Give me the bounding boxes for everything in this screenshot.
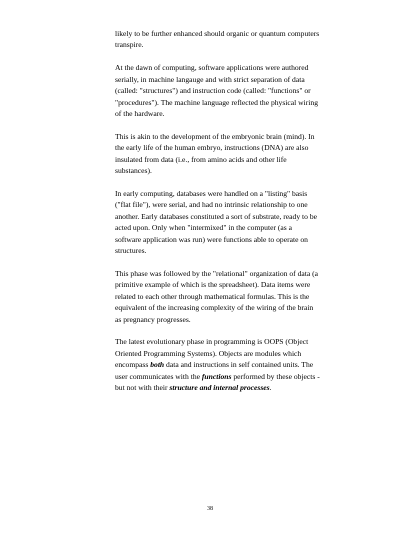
emphasis-structure: structure and internal processes bbox=[169, 383, 270, 393]
page-number: 38 bbox=[207, 506, 213, 512]
paragraph-oops bbox=[115, 336, 320, 393]
emphasis-functions: functions bbox=[201, 371, 232, 381]
oops-text-part3: performed by these objects - but not with their bbox=[115, 371, 320, 393]
paragraph-continuation: likely to be further enhanced should organic or quantum computers transpire. bbox=[115, 29, 320, 50]
emphasis-both: both bbox=[150, 360, 165, 370]
oops-text-part4: . bbox=[269, 383, 272, 393]
paragraph-dawn-of-computing: At the dawn of computing, software applications were authored serially, in machine langauge and with strict separation of data (called: "structures") and instruction code (called: "functions" or "procedures"). The machine language reflected the physical wiring of the hardware. bbox=[115, 63, 318, 118]
paragraph-early-databases: In early computing, databases were handled on a "listing" basis ("flat file"), were serial, and had no intrinsic relationship to one another. Early databases constituted a sort of substrate, ready to be acted upon. Only when "intermixed" in the computer (as a software application was run) were functions able to operate on structures. bbox=[115, 188, 318, 255]
body-text-column bbox=[115, 28, 320, 405]
paragraph-relational-data: This phase was followed by the "relational" organization of data (a primitive example of which is the spreadsheet). Data items were related to each other through mathematical formulas. This is the equivalent of the increasing complexity of the wiring of the brain as pregnancy progresses. bbox=[115, 268, 319, 324]
oops-text-part1: The latest evolutionary phase in programming is OOPS (Object Oriented Programming Systems). Objects are modules which encompass bbox=[115, 337, 309, 370]
paragraph-embryonic-brain: This is akin to the development of the embryonic brain (mind). In the early life of the human embryo, instructions (DNA) are also insulated from data (i.e., from amino acids and other life substances). bbox=[115, 131, 315, 176]
oops-text-part2: data and instructions in self contained units. The user communicates with the bbox=[115, 360, 314, 381]
